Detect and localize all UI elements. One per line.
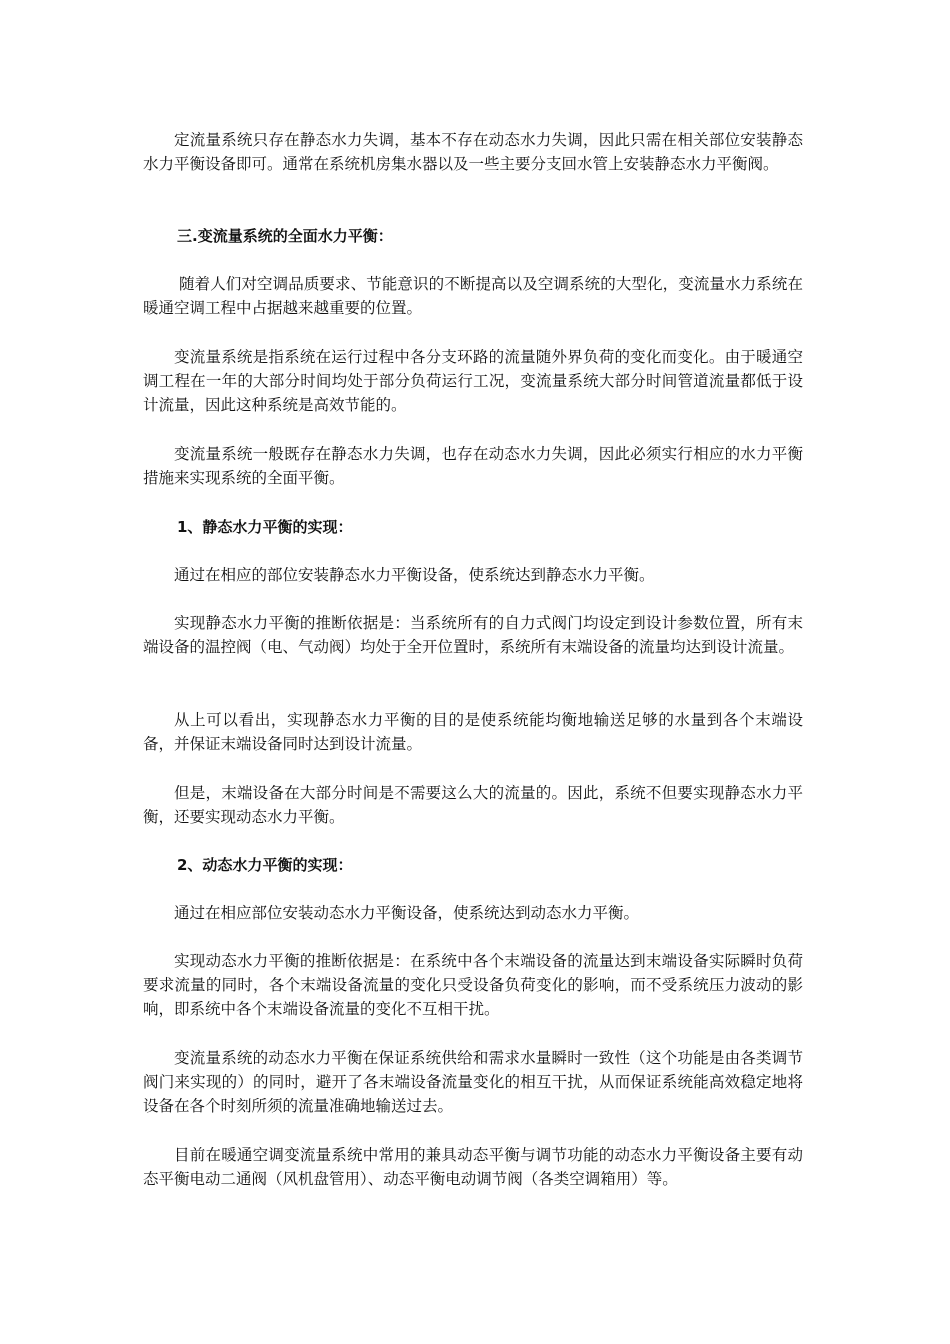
- section-heading-variable-flow: 三.变流量系统的全面水力平衡：: [177, 227, 393, 245]
- subheading-static-balance: 1、静态水力平衡的实现：: [177, 518, 353, 536]
- paragraph-dynamic-need: 但是，末端设备在大部分时间是不需要这么大的流量的。因此，系统不但要实现静态水力平衡，还要实现动态水力平衡。: [143, 784, 803, 826]
- paragraph-common-devices: 目前在暖通空调变流量系统中常用的兼具动态平衡与调节功能的动态水力平衡设备主要有动态平衡电动二通阀（风机盘管用）、动态平衡电动调节阀（各类空调箱用）等。: [143, 1146, 803, 1188]
- paragraph-variable-flow-definition: 变流量系统是指系统在运行过程中各分支环路的流量随外界负荷的变化而变化。由于暖通空调工程在一年的大部分时间均处于部分负荷运行工况，变流量系统大部分时间管道流量都低于设计流量，因此这种系统是高效节能的。: [143, 348, 803, 414]
- paragraph-variable-flow-importance: 随着人们对空调品质要求、节能意识的不断提高以及空调系统的大型化，变流量水力系统在暖通空调工程中占据越来越重要的位置。: [143, 275, 803, 317]
- paragraph-dynamic-balance-method: 通过在相应部位安装动态水力平衡设备，使系统达到动态水力平衡。: [174, 904, 640, 922]
- paragraph-variable-flow-imbalance: 变流量系统一般既存在静态水力失调，也存在动态水力失调，因此必须实行相应的水力平衡措施来实现系统的全面平衡。: [143, 445, 803, 487]
- paragraph-dynamic-balance-effect: 变流量系统的动态水力平衡在保证系统供给和需求水量瞬时一致性（这个功能是由各类调节阀门来实现的）的同时，避开了各末端设备流量变化的相互干扰，从而保证系统能高效稳定地将设备在各个时刻所须的流量准确地输送过去。: [143, 1049, 803, 1115]
- paragraph-static-balance-purpose: 从上可以看出，实现静态水力平衡的目的是使系统能均衡地输送足够的水量到各个末端设备，并保证末端设备同时达到设计流量。: [143, 711, 803, 753]
- paragraph-dynamic-balance-criteria: 实现动态水力平衡的推断依据是：在系统中各个末端设备的流量达到末端设备实际瞬时负荷要求流量的同时，各个末端设备流量的变化只受设备负荷变化的影响，而不受系统压力波动的影响，即系统中各个末端设备流量的变化不互相干扰。: [143, 952, 803, 1018]
- paragraph-static-balance-intro: 定流量系统只存在静态水力失调，基本不存在动态水力失调，因此只需在相关部位安装静态水力平衡设备即可。通常在系统机房集水器以及一些主要分支回水管上安装静态水力平衡阀。: [143, 131, 803, 173]
- paragraph-static-balance-method: 通过在相应的部位安装静态水力平衡设备，使系统达到静态水力平衡。: [174, 566, 655, 584]
- paragraph-static-balance-criteria: 实现静态水力平衡的推断依据是：当系统所有的自力式阀门均设定到设计参数位置，所有末端设备的温控阀（电、气动阀）均处于全开位置时，系统所有末端设备的流量均达到设计流量。: [143, 614, 803, 656]
- subheading-dynamic-balance: 2、动态水力平衡的实现：: [177, 856, 353, 874]
